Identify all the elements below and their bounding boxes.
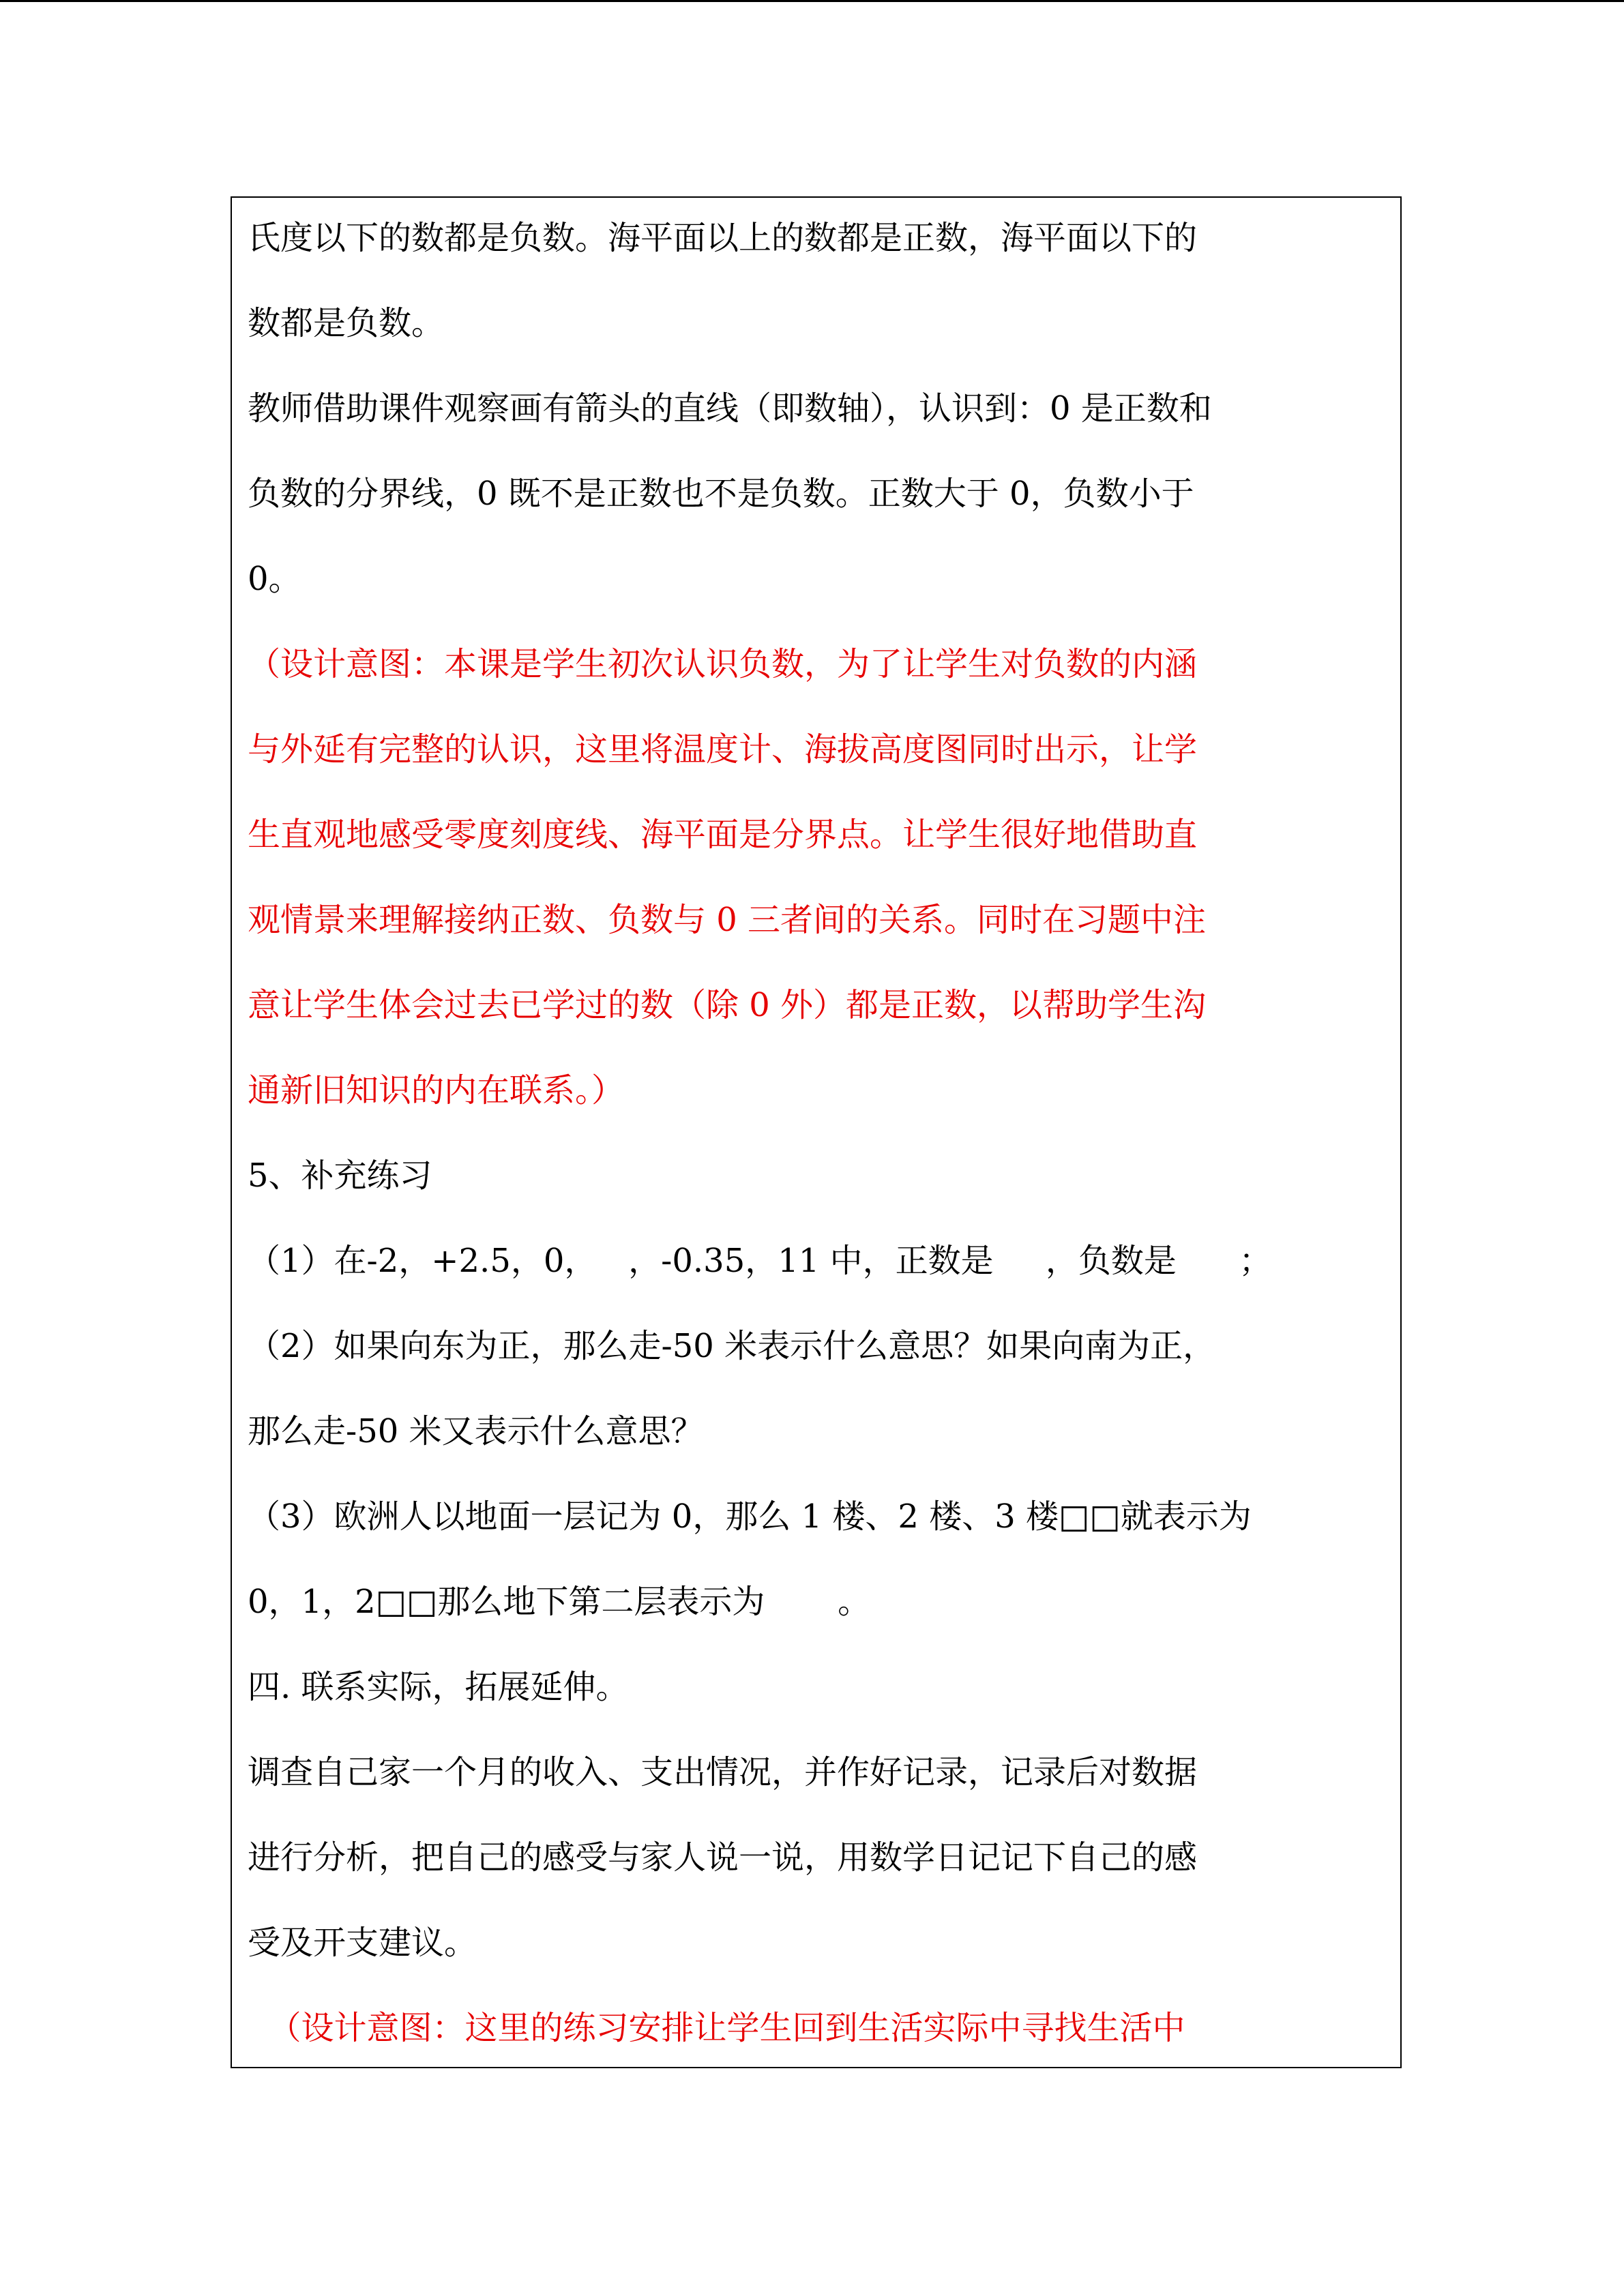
design-intent-line-2: 与外延有完整的认识，这里将温度计、海拔高度图同时出示，让学	[248, 730, 1198, 769]
exercise-3-line-2: 0，1，2□□那么地下第二层表示为 。	[248, 1583, 871, 1621]
text-line-4: 负数的分界线，0 既不是正数也不是负数。正数大于 0，负数小于	[248, 475, 1194, 513]
lesson-plan-frame	[231, 196, 1402, 2068]
extension-text-line-1: 调查自己家一个月的收入、支出情况，并作好记录，记录后对数据	[248, 1753, 1198, 1791]
text-line-1: 氏度以下的数都是负数。海平面以上的数都是正数，海平面以下的	[248, 219, 1198, 257]
exercise-3-line-1: （3）欧洲人以地面一层记为 0，那么 1 楼、2 楼、3 楼□□就表示为	[248, 1497, 1252, 1536]
section-heading-extension: 四. 联系实际，拓展延伸。	[248, 1668, 629, 1706]
extension-text-line-2: 进行分析，把自己的感受与家人说一说，用数学日记记下自己的感	[248, 1838, 1198, 1877]
design-intent-line-6: 通新旧知识的内在联系。）	[248, 1071, 625, 1109]
design-intent-line-1: （设计意图：本课是学生初次认识负数，为了让学生对负数的内涵	[248, 645, 1198, 683]
exercise-1: （1）在-2，+2.5，0， ，-0.35，11 中，正数是 ，负数是 ；	[248, 1242, 1272, 1280]
design-intent-line-5: 意让学生体会过去已学过的数（除 0 外）都是正数，以帮助学生沟	[248, 986, 1207, 1024]
exercise-2-line-2: 那么走-50 米又表示什么意思？	[248, 1412, 704, 1450]
section-heading-exercises: 5、补充练习	[248, 1157, 432, 1195]
text-line-3: 教师借助课件观察画有箭头的直线（即数轴），认识到：0 是正数和	[248, 389, 1212, 428]
top-border-rule	[0, 0, 1624, 2]
exercise-2-line-1: （2）如果向东为正，那么走-50 米表示什么意思？如果向南为正，	[248, 1327, 1216, 1365]
design-intent-line-3: 生直观地感受零度刻度线、海平面是分界点。让学生很好地借助直	[248, 816, 1198, 854]
text-line-5: 0。	[248, 560, 301, 598]
text-line-2: 数都是负数。	[248, 304, 445, 342]
design-intent-line-4: 观情景来理解接纳正数、负数与 0 三者间的关系。同时在习题中注	[248, 901, 1207, 939]
extension-text-line-3: 受及开支建议。	[248, 1924, 477, 1962]
design-intent-2-line-1: （设计意图：这里的练习安排让学生回到生活实际中寻找生活中	[248, 2009, 1185, 2047]
